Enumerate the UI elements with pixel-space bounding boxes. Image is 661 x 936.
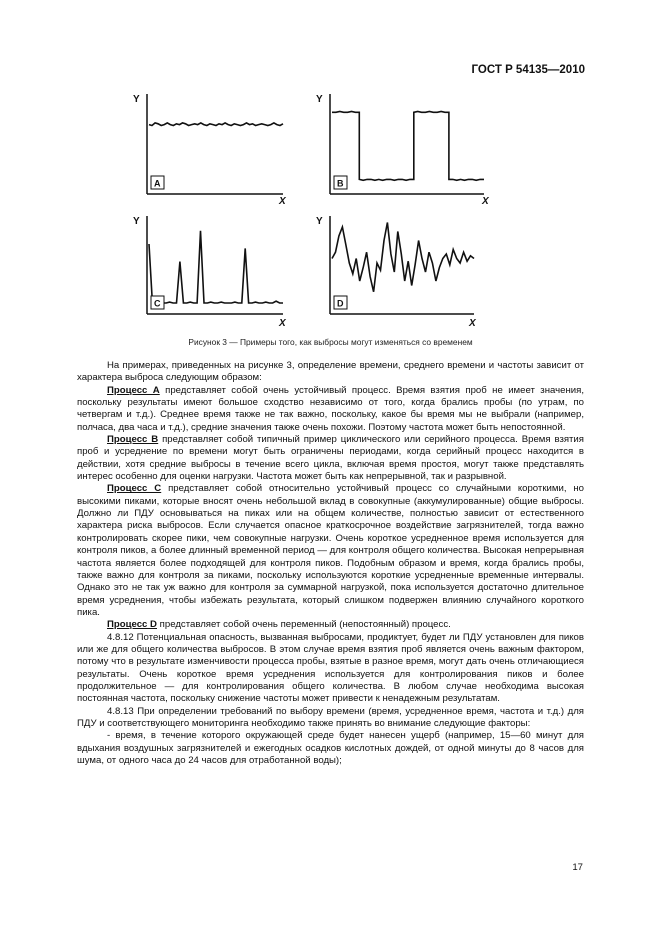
paragraph-process-d: Процесс D представляет собой очень переменный (непостоянный) процесс. — [107, 619, 451, 631]
x-axis-label: X — [482, 196, 489, 207]
figure-panel-a — [133, 92, 293, 207]
paragraph-process-a: Процесс A представляет собой очень устойчивый процесс. Время взятия проб не имеет значения, поскольку результаты имеют большое сходство независимо от того, когда брались пробы (по утрам, по четвергам и т.д.). Среднее время также не так важно, поскольку, какое бы время мы не выбрали (например, полчаса, два часа и т.д.), средние значения также очень похожи. Поэтому частота может быть непостоянной. — [77, 384, 584, 433]
chart-c — [133, 214, 293, 329]
chart-a — [133, 92, 293, 207]
series-line — [332, 223, 474, 292]
panel-label: C — [154, 298, 161, 309]
figure-panel-b — [316, 92, 496, 207]
panel-label: B — [337, 178, 344, 189]
x-axis-label: X — [279, 318, 286, 329]
x-axis-label: X — [469, 318, 476, 329]
y-axis-label: Y — [316, 216, 323, 227]
process-b-term: Процесс B — [107, 434, 159, 446]
figure-panel-c — [133, 214, 293, 329]
document-header: ГОСТ Р 54135—2010 — [471, 64, 585, 76]
x-axis-label: X — [279, 196, 286, 207]
figure-caption: Рисунок 3 — Примеры того, как выбросы могут изменяться со временем — [188, 337, 473, 347]
chart-b — [316, 92, 496, 207]
paragraph-intro: На примерах, приведенных на рисунке 3, определение времени, среднего времени и частоты зависит от характера выброса следующим образом: — [77, 360, 584, 384]
chart-d — [316, 214, 496, 329]
series-line — [149, 123, 283, 126]
y-axis-label: Y — [133, 216, 140, 227]
panel-label: A — [154, 178, 161, 189]
paragraph-process-c: Процесс C представляет собой относительно устойчивый процесс со случайными короткими, но высокими пиками, которые вносят очень небольшой вклад в совокупные (аккумулированные) общие выбросы. Должно ли ПДУ основываться на пиках или на общем количестве, полностью зависит от естественного характера риска выбросов. Если случается опасное краткосрочное воздействие загрязнителей, тогда важно контролировать скорее пики, чем совокупные нагрузки. Очень короткое усредненное время используется для контроля пиков, а более длинный временной период — для контроля общего количества. Высокая непрерывная частота является более подходящей для контроля пиков. Подобным образом и время, когда брались пробы, также важно для контроля за пиками, поскольку используются короткие усредненные временные интервалы. Однако это не так уж важно для контроля за суммарной нагрузкой, пока используется достаточно длительное время усреднения, чтобы избежать результата, который слишком подвержен влиянию случайного короткого пика. — [77, 483, 584, 618]
series-line — [149, 231, 283, 303]
process-c-term: Процесс C — [107, 483, 162, 495]
list-item-time: - время, в течение которого окружающей среде будет нанесен ущерб (например, 15—60 минут для вдыхания воздушных загрязнителей и ежегодных осадков кислотных дождей, от одной минуты до 8 часов для шума, от одного часа до 24 часов для отработанной воды); — [77, 730, 584, 766]
y-axis-label: Y — [133, 94, 140, 105]
panel-label: D — [337, 298, 344, 309]
paragraph-process-b: Процесс B представляет собой типичный пример циклического или серийного процесса. Время взятия проб и усреднение по времени могут быть ограничены периодами, когда серийный процесс находится в действии, хотя средние выбросы в течение всего цикла, включая время простоя, могут также представлять интерес особенно для оценки нагрузки. Частота может быть как непрерывной, так и разрывной. — [77, 434, 584, 483]
page-number: 17 — [572, 862, 583, 873]
series-line — [332, 112, 484, 181]
figure-panel-d — [316, 214, 496, 329]
process-d-term: Процесс D — [107, 619, 157, 631]
process-a-term: Процесс A — [107, 384, 160, 396]
y-axis-label: Y — [316, 94, 323, 105]
paragraph-4-8-13: 4.8.13 При определении требований по выбору времени (время, усредненное время, частота и т.д.) для ПДУ и соответствующего мониторинга необходимо также принять во внимание следующие факторы: — [77, 705, 584, 729]
body-text — [77, 360, 584, 767]
paragraph-4-8-12: 4.8.12 Потенциальная опасность, вызванная выбросами, продиктует, будет ли ПДУ установлен для пиков или же для общего количества выбросов. В этом случае время взятия проб является очень важным фактором, потому что в результате изменчивости процесса пробы, взятые в разное время, могут дать очень отличающиеся результаты. Очень короткое время усреднения используется для контролирования пиков и более продолжительное — для контролирования общего количества. В любом случае необходима высокая постоянная частота, поскольку снижение частоты может привести к ненадежным результатам. — [77, 631, 584, 705]
